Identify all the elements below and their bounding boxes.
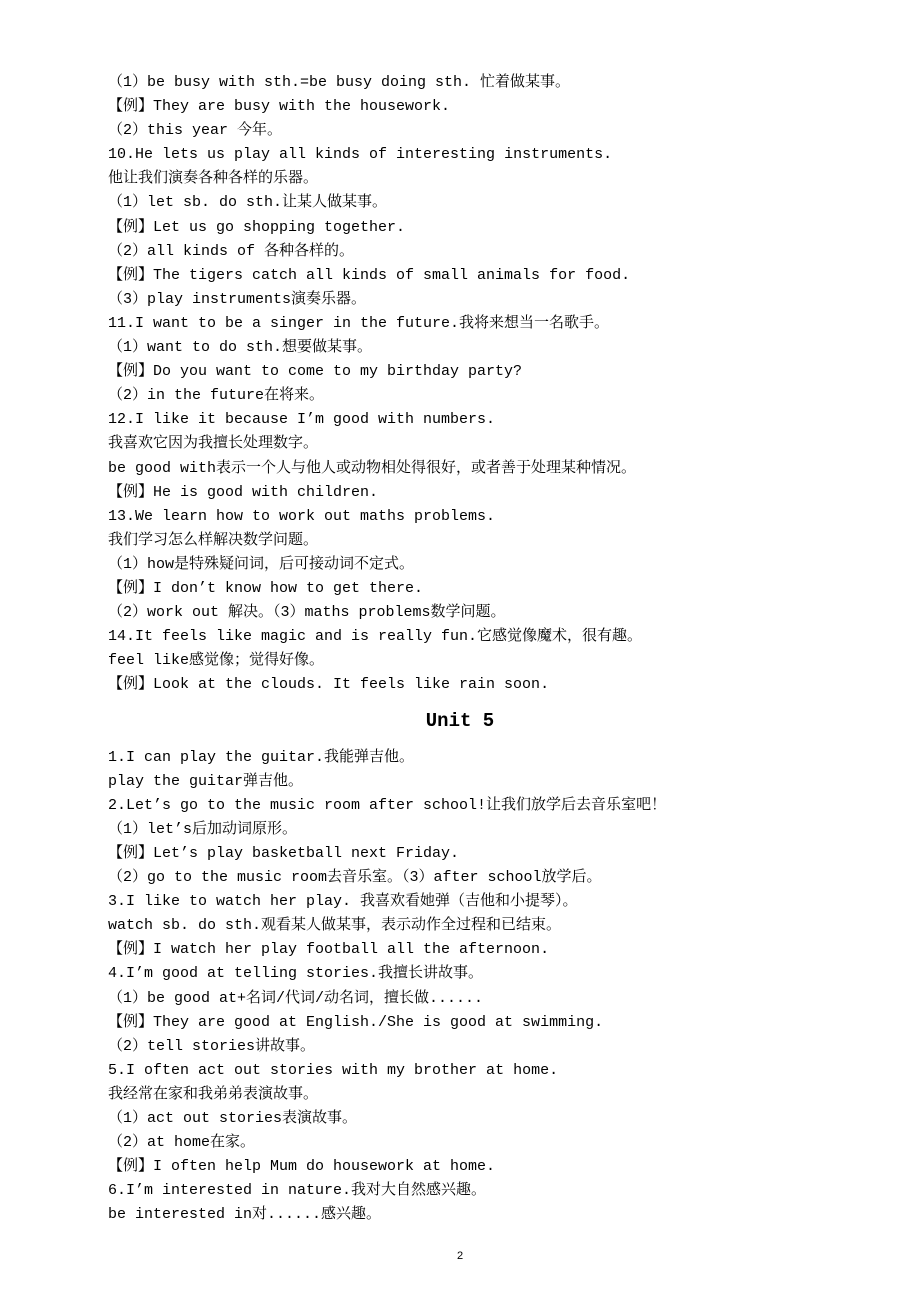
text-line: 13.We learn how to work out maths problems. bbox=[108, 507, 496, 525]
notes-section-unit5 bbox=[108, 746, 828, 1228]
document-body bbox=[108, 71, 828, 1228]
text-line: 【例】They are busy with the housework. bbox=[108, 98, 451, 116]
text-line: （2）work out 解决。（3）maths problems数学问题。 bbox=[108, 604, 506, 622]
text-line: （2）go to the music room去音乐室。（3）after school放学后。 bbox=[108, 869, 602, 887]
unit-heading: Unit 5 bbox=[425, 710, 495, 733]
page-number: 2 bbox=[456, 1250, 464, 1262]
text-line: feel like感觉像；觉得好像。 bbox=[108, 652, 325, 670]
text-line: 【例】I watch her play football all the afternoon. bbox=[108, 941, 550, 959]
text-line: 3.I like to watch her play. 我喜欢看她弹（吉他和小提琴）。 bbox=[108, 893, 578, 911]
text-line: 【例】Look at the clouds. It feels like rain soon. bbox=[108, 676, 550, 694]
text-line: （2）in the future在将来。 bbox=[108, 387, 325, 405]
text-line: （3）play instruments演奏乐器。 bbox=[108, 290, 367, 308]
text-line: （1）be busy with sth.=be busy doing sth. 忙着做某事。 bbox=[108, 74, 571, 91]
text-line: 14.It feels like magic and is really fun.它感觉像魔术，很有趣。 bbox=[108, 628, 643, 646]
text-line: 11.I want to be a singer in the future.我将来想当一名歌手。 bbox=[108, 314, 610, 332]
text-line: 1.I can play the guitar.我能弹吉他。 bbox=[108, 748, 415, 766]
text-line: 我经常在家和我弟弟表演故事。 bbox=[108, 1085, 319, 1103]
text-line: 2.Let’s go to the music room after school!让我们放学后去音乐室吧！ bbox=[108, 796, 667, 814]
text-line: 【例】They are good at English./She is good at swimming. bbox=[108, 1013, 604, 1031]
text-line: （2）at home在家。 bbox=[108, 1134, 256, 1152]
text-line: 12.I like it because I’m good with numbers. bbox=[108, 411, 496, 429]
text-line: 【例】Let us go shopping together. bbox=[108, 218, 406, 236]
text-line: be good with表示一个人与他人或动物相处得很好，或者善于处理某种情况。 bbox=[108, 459, 637, 477]
text-line: （1）want to do sth.想要做某事。 bbox=[108, 339, 373, 357]
text-line: （2）this year 今年。 bbox=[108, 122, 283, 140]
text-line: 【例】I often help Mum do housework at home. bbox=[108, 1158, 496, 1176]
text-line: （2）tell stories讲故事。 bbox=[108, 1037, 316, 1055]
text-line: watch sb. do sth.观看某人做某事，表示动作全过程和已结束。 bbox=[108, 917, 562, 935]
text-line: 他让我们演奏各种各样的乐器。 bbox=[108, 170, 319, 188]
notes-section-unit4 bbox=[108, 71, 828, 697]
text-line: （1）be good at+名词/代词/动名词，擅长做...... bbox=[108, 989, 484, 1007]
text-line: 5.I often act out stories with my brother at home. bbox=[108, 1061, 559, 1079]
text-line: （2）all kinds of 各种各样的。 bbox=[108, 242, 355, 260]
text-line: （1）act out stories表演故事。 bbox=[108, 1110, 358, 1128]
text-line: （1）let’s后加动词原形。 bbox=[108, 820, 298, 838]
text-line: 【例】The tigers catch all kinds of small animals for food. bbox=[108, 266, 631, 284]
text-line: 【例】Let’s play basketball next Friday. bbox=[108, 845, 460, 862]
text-line: （1）how是特殊疑问词，后可接动词不定式。 bbox=[108, 555, 415, 573]
text-line: play the guitar弹吉他。 bbox=[108, 772, 304, 790]
text-line: 10.He lets us play all kinds of interesting instruments. bbox=[108, 146, 613, 164]
text-line: 我们学习怎么样解决数学问题。 bbox=[108, 531, 319, 549]
text-line: 4.I’m good at telling stories.我擅长讲故事。 bbox=[108, 965, 484, 983]
text-line: be interested in对......感兴趣。 bbox=[108, 1206, 382, 1224]
text-line: 【例】Do you want to come to my birthday party? bbox=[108, 363, 523, 381]
text-line: 【例】He is good with children. bbox=[108, 483, 379, 501]
text-line: 6.I’m interested in nature.我对大自然感兴趣。 bbox=[108, 1182, 487, 1200]
text-line: 我喜欢它因为我擅长处理数字。 bbox=[108, 435, 319, 453]
text-line: （1）let sb. do sth.让某人做某事。 bbox=[108, 194, 388, 212]
text-line: 【例】I don’t know how to get there. bbox=[108, 579, 424, 597]
